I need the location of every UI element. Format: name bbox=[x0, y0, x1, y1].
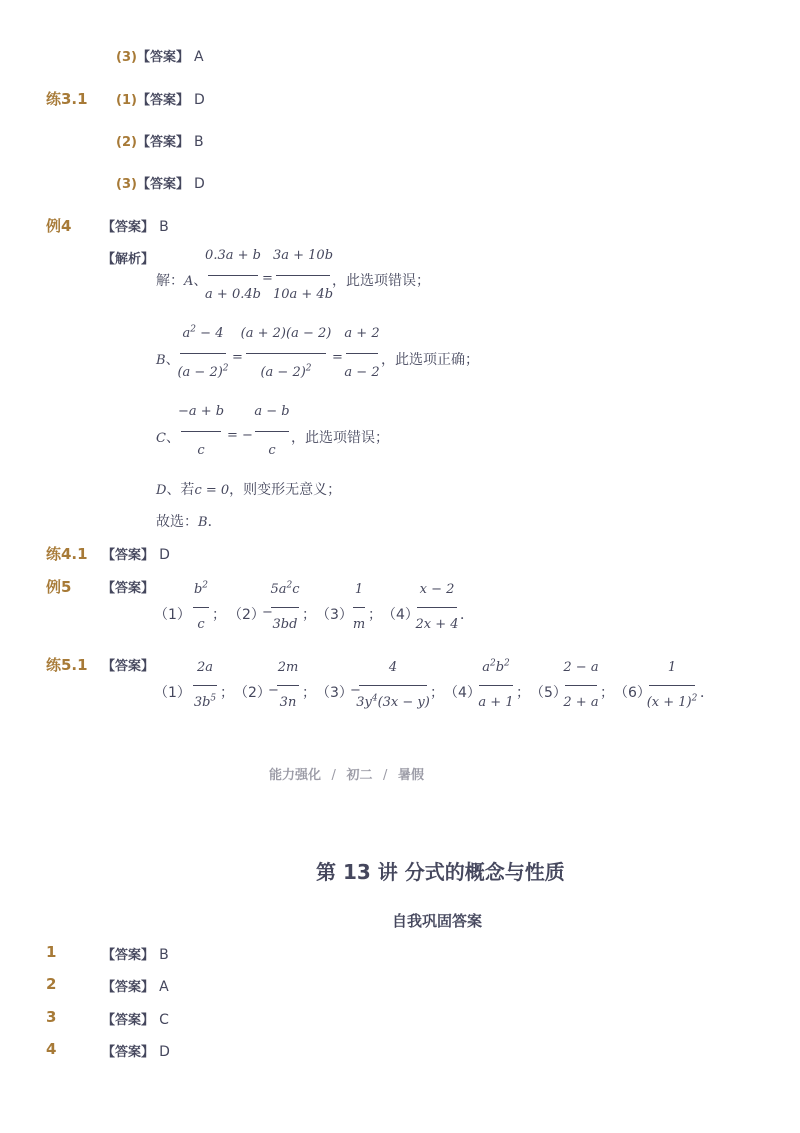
denominator-rest: (3x − y) bbox=[377, 695, 430, 710]
minus-sign: − bbox=[268, 683, 279, 698]
numerator-base: 5a bbox=[270, 582, 287, 597]
numerator: 0.3a + b bbox=[205, 248, 261, 263]
option-letter: B bbox=[156, 353, 166, 368]
option-letter: C bbox=[156, 431, 166, 446]
item-number: (3) bbox=[116, 177, 137, 192]
exponent: 2 bbox=[202, 580, 209, 591]
exponent: 2 bbox=[286, 580, 293, 591]
item-index: （3） bbox=[316, 607, 353, 623]
item-number: (3) bbox=[116, 50, 137, 65]
fraction bbox=[276, 660, 300, 711]
fraction bbox=[345, 326, 379, 381]
equals-sign: = bbox=[232, 350, 243, 365]
fraction-bar bbox=[479, 685, 513, 686]
denominator: 10a + 4b bbox=[272, 287, 334, 302]
fraction bbox=[352, 582, 366, 633]
exponent: 2 bbox=[190, 324, 197, 335]
section-subtitle: 自我巩固答案 bbox=[392, 912, 483, 930]
answer-tag: 【答案】 bbox=[102, 948, 155, 963]
denominator bbox=[177, 365, 228, 381]
denominator: m bbox=[352, 617, 366, 632]
separator: 、 bbox=[165, 430, 180, 446]
numerator: 3a + 10b bbox=[272, 248, 334, 263]
minus-sign: − bbox=[262, 605, 273, 620]
answer-tag: 【答案】 bbox=[102, 659, 155, 674]
fraction bbox=[192, 582, 210, 633]
numerator: 1 bbox=[667, 660, 677, 675]
answer-row bbox=[116, 46, 204, 65]
option-d-text: 、若 bbox=[166, 482, 195, 498]
conclusion-answer: B bbox=[198, 515, 208, 530]
fraction bbox=[240, 326, 332, 381]
semicolon: ； bbox=[516, 685, 530, 701]
numerator bbox=[270, 582, 299, 598]
option-b-prefix bbox=[156, 349, 180, 369]
answer-value: D bbox=[159, 1044, 170, 1060]
answer-row bbox=[116, 131, 204, 150]
numerator: 2m bbox=[277, 660, 299, 675]
verdict-text: ，此选项正确； bbox=[381, 352, 479, 368]
question-number: 3 bbox=[46, 1008, 57, 1026]
numerator-base: a bbox=[482, 660, 490, 675]
numerator: 1 bbox=[354, 582, 364, 597]
minus-sign: − bbox=[350, 683, 361, 698]
equals-sign: = bbox=[262, 271, 273, 286]
fraction bbox=[177, 404, 225, 459]
denominator: 3n bbox=[279, 695, 297, 710]
item-number: (1) bbox=[116, 93, 137, 108]
answer-value: D bbox=[159, 547, 170, 563]
exponent: 2 bbox=[489, 658, 496, 669]
fraction-bar bbox=[255, 431, 289, 432]
fraction bbox=[564, 660, 598, 711]
condition: c = 0 bbox=[194, 483, 230, 498]
fraction bbox=[648, 660, 696, 711]
fraction-bar bbox=[246, 353, 326, 354]
answer-row bbox=[102, 544, 170, 563]
denominator bbox=[356, 695, 430, 711]
numerator: (a + 2)(a − 2) bbox=[240, 326, 332, 341]
item-index: （2） bbox=[228, 607, 265, 623]
denominator: c bbox=[268, 443, 276, 458]
separator: 、 bbox=[193, 273, 208, 289]
fraction-bar bbox=[208, 275, 258, 276]
answer-tag: 【答案】 bbox=[136, 93, 189, 108]
exercise-label: 练3.1 bbox=[46, 90, 88, 108]
footer-divider: / bbox=[331, 768, 336, 783]
fraction bbox=[416, 582, 458, 633]
fraction bbox=[179, 326, 227, 381]
numerator-rest: − 4 bbox=[196, 326, 224, 341]
lecture-title: 第 13 讲 分式的概念与性质 bbox=[316, 860, 565, 884]
answer-tag: 【答案】 bbox=[102, 980, 155, 995]
exercise-label: 练5.1 bbox=[46, 656, 88, 674]
numerator-rest: c bbox=[292, 582, 300, 597]
verdict-text: ，此选项错误； bbox=[332, 273, 430, 289]
numerator bbox=[183, 326, 224, 342]
answer-value: B bbox=[159, 947, 169, 963]
answer-tag: 【答案】 bbox=[102, 220, 155, 235]
semicolon: ； bbox=[302, 607, 316, 623]
denominator-base: 3b bbox=[193, 695, 211, 710]
footer-series: 能力强化 bbox=[269, 768, 322, 783]
denominator: 3bd bbox=[272, 617, 298, 632]
fraction bbox=[192, 660, 218, 711]
answer-row bbox=[102, 976, 169, 995]
numerator: 2 − a bbox=[563, 660, 599, 675]
exponent: 2 bbox=[305, 363, 312, 374]
answer-row bbox=[116, 173, 205, 192]
numerator-base: b bbox=[193, 582, 203, 597]
numerator bbox=[194, 582, 208, 598]
option-letter: D bbox=[156, 483, 167, 498]
fraction-bar bbox=[276, 275, 330, 276]
item-index: （1） bbox=[154, 607, 191, 623]
question-number: 4 bbox=[46, 1040, 57, 1058]
item-index: （1） bbox=[154, 685, 191, 701]
option-a-prefix bbox=[156, 270, 207, 290]
item-index: （5） bbox=[530, 685, 567, 701]
period: ． bbox=[460, 607, 474, 623]
separator: 、 bbox=[165, 352, 180, 368]
fraction bbox=[272, 248, 334, 303]
item-index: （6） bbox=[614, 685, 651, 701]
semicolon: ； bbox=[600, 685, 614, 701]
footer-grade: 初二 bbox=[346, 768, 373, 783]
item-index: （2） bbox=[234, 685, 271, 701]
fraction-bar bbox=[181, 431, 221, 432]
verdict-text: ，此选项错误； bbox=[291, 430, 389, 446]
fraction-bar bbox=[193, 607, 209, 608]
denominator: a + 0.4b bbox=[205, 287, 261, 302]
denominator bbox=[647, 695, 698, 711]
denominator-base: (x + 1) bbox=[646, 695, 692, 710]
answer-value: A bbox=[159, 979, 169, 995]
fraction-bar bbox=[359, 685, 427, 686]
exponent: 5 bbox=[210, 693, 217, 704]
example-label: 例4 bbox=[46, 217, 72, 235]
exponent: 2 bbox=[504, 658, 510, 669]
exponent: 2 bbox=[222, 363, 229, 374]
fraction-bar bbox=[649, 685, 695, 686]
denominator: a − 2 bbox=[344, 365, 380, 380]
option-d-line bbox=[156, 479, 341, 499]
equals-sign: = bbox=[332, 350, 343, 365]
denominator-base: 3y bbox=[356, 695, 372, 710]
numerator bbox=[482, 660, 510, 676]
semicolon: ； bbox=[220, 685, 234, 701]
numerator: −a + b bbox=[177, 404, 225, 419]
answer-tag: 【答案】 bbox=[136, 50, 189, 65]
answer-value: C bbox=[159, 1012, 169, 1028]
equals-sign: = bbox=[227, 428, 238, 443]
denominator-base: (a − 2) bbox=[260, 365, 306, 380]
fraction bbox=[270, 582, 300, 633]
denominator: 2 + a bbox=[563, 695, 599, 710]
fraction-bar bbox=[193, 685, 217, 686]
numerator-base: a bbox=[182, 326, 191, 341]
denominator bbox=[194, 695, 216, 711]
item-index: （4） bbox=[382, 607, 419, 623]
semicolon: ； bbox=[368, 607, 382, 623]
analysis-tag: 【解析】 bbox=[102, 252, 155, 267]
semicolon: ； bbox=[430, 685, 444, 701]
numerator-mid: b bbox=[495, 660, 505, 675]
numerator: 4 bbox=[388, 660, 398, 675]
item-number: (2) bbox=[116, 135, 137, 150]
solution-prefix: 解： bbox=[156, 273, 184, 289]
denominator: a + 1 bbox=[478, 695, 514, 710]
denominator: 2x + 4 bbox=[415, 617, 459, 632]
answer-tag: 【答案】 bbox=[102, 1013, 155, 1028]
fraction bbox=[478, 660, 514, 711]
fraction-bar bbox=[271, 607, 299, 608]
answer-row bbox=[116, 89, 205, 108]
answer-value: D bbox=[194, 176, 205, 192]
exercise-label: 练4.1 bbox=[46, 545, 88, 563]
numerator: x − 2 bbox=[419, 582, 455, 597]
fraction-bar bbox=[180, 353, 226, 354]
answer-value: A bbox=[194, 49, 204, 65]
answer-value: B bbox=[194, 134, 204, 150]
option-c-prefix bbox=[156, 427, 180, 447]
fraction-bar bbox=[565, 685, 597, 686]
denominator: c bbox=[197, 617, 205, 632]
conclusion bbox=[156, 511, 222, 531]
footer-divider: / bbox=[383, 768, 388, 783]
conclusion-text: 故选： bbox=[156, 514, 198, 530]
question-number: 2 bbox=[46, 975, 57, 993]
answer-row bbox=[102, 944, 169, 963]
item-index: （4） bbox=[444, 685, 481, 701]
minus-sign: − bbox=[242, 428, 253, 443]
question-number: 1 bbox=[46, 943, 57, 961]
fraction-bar bbox=[346, 353, 378, 354]
answer-value: D bbox=[194, 92, 205, 108]
numerator: a − b bbox=[254, 404, 290, 419]
answer-row bbox=[102, 216, 169, 235]
denominator-base: (a − 2) bbox=[177, 365, 223, 380]
answer-tag: 【答案】 bbox=[102, 548, 155, 563]
semicolon: ； bbox=[302, 685, 316, 701]
numerator: 2a bbox=[196, 660, 214, 675]
option-letter: A bbox=[184, 274, 194, 289]
answer-tag: 【答案】 bbox=[136, 135, 189, 150]
denominator bbox=[260, 365, 311, 381]
answer-tag: 【答案】 bbox=[102, 1045, 155, 1060]
example-label: 例5 bbox=[46, 578, 72, 596]
answer-row bbox=[102, 1041, 170, 1060]
item-index: （3） bbox=[316, 685, 353, 701]
footer-term: 暑假 bbox=[397, 768, 424, 783]
exponent: 4 bbox=[371, 693, 378, 704]
semicolon: ； bbox=[212, 607, 226, 623]
exponent: 2 bbox=[691, 693, 698, 704]
page-footer bbox=[269, 764, 424, 783]
fraction-bar bbox=[277, 685, 299, 686]
answer-tag: 【答案】 bbox=[102, 581, 155, 596]
denominator: c bbox=[197, 443, 205, 458]
answer-value: B bbox=[159, 219, 169, 235]
conclusion-period: ． bbox=[207, 514, 222, 530]
period: ． bbox=[700, 685, 714, 701]
answer-row bbox=[102, 1009, 169, 1028]
fraction-bar bbox=[353, 607, 365, 608]
numerator: a + 2 bbox=[344, 326, 380, 341]
option-d-text: ，则变形无意义； bbox=[229, 482, 342, 498]
fraction bbox=[358, 660, 428, 711]
fraction-bar bbox=[417, 607, 457, 608]
answer-tag: 【答案】 bbox=[136, 177, 189, 192]
fraction bbox=[207, 248, 259, 303]
fraction bbox=[254, 404, 290, 459]
